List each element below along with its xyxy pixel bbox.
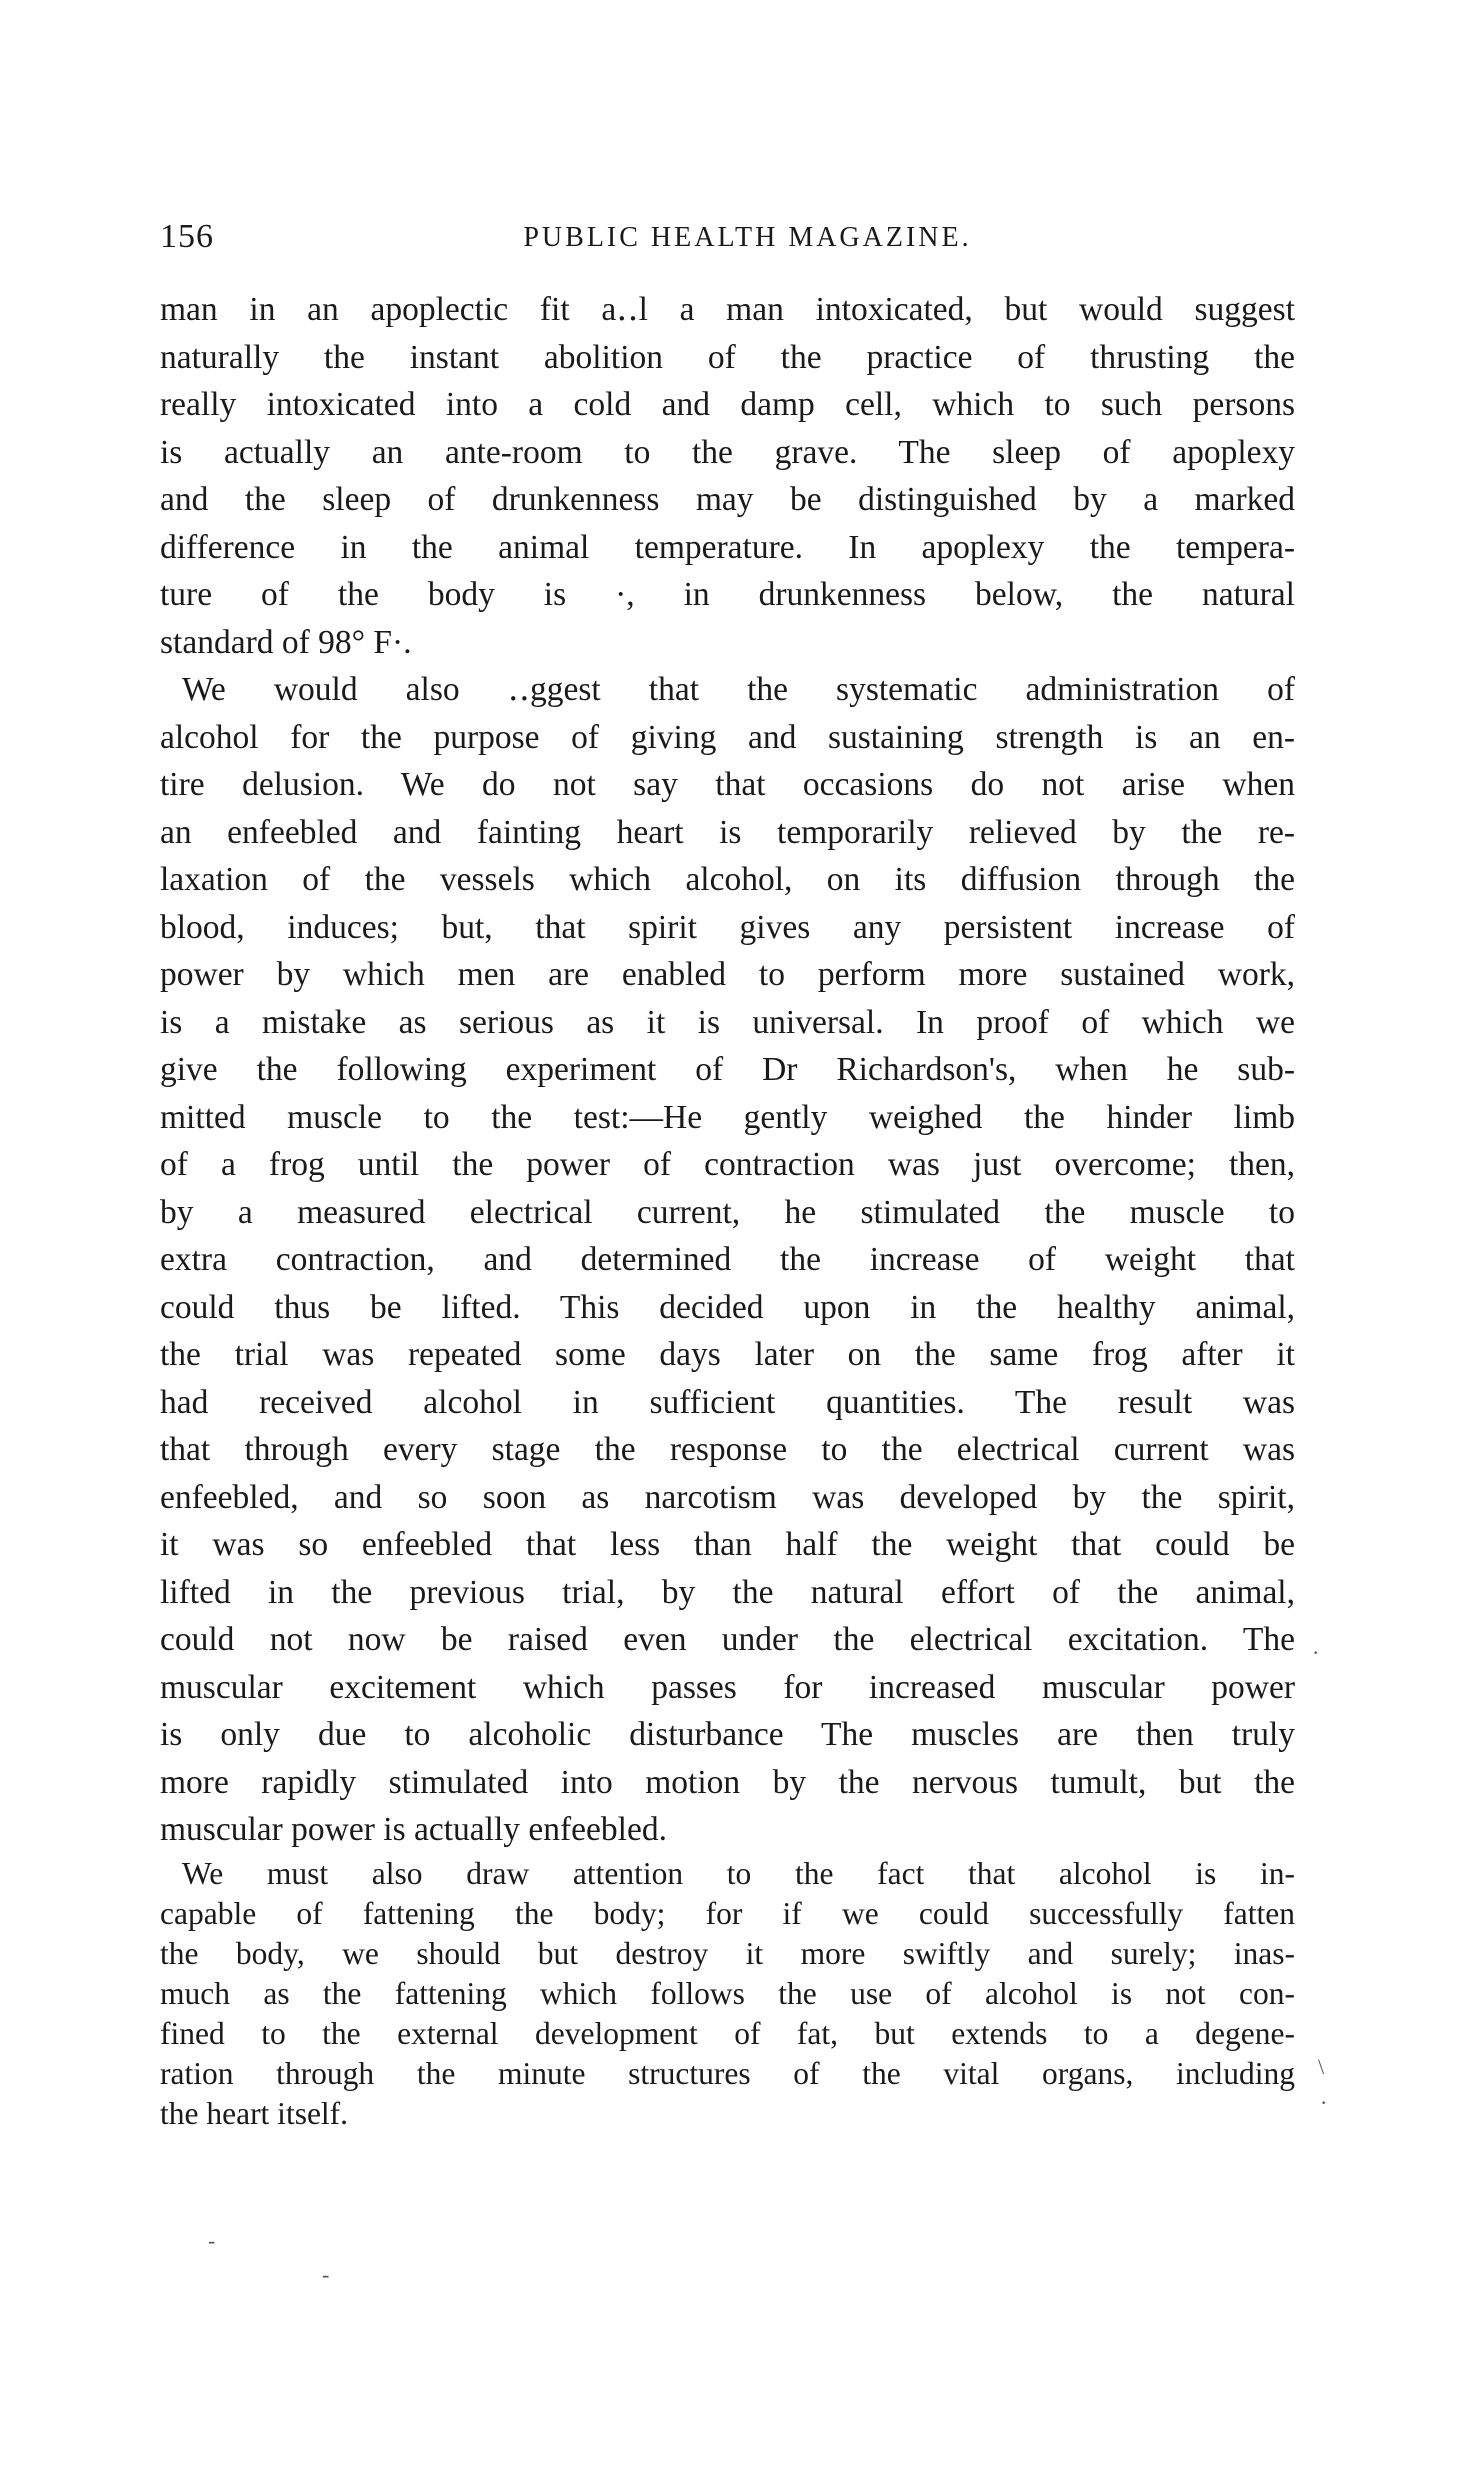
- scan-speck: -: [208, 2228, 216, 2253]
- paragraph: [160, 1854, 1295, 2134]
- text-line: is only due to alcoholic disturbance The muscles are then truly: [160, 1716, 1295, 1753]
- text-line: the body, we should but destroy it more swiftly and surely; inas-: [160, 1935, 1295, 1971]
- scan-speck: \: [1318, 2054, 1325, 2079]
- text-line: ration through the minute structures of the vital organs, including: [160, 2055, 1295, 2091]
- scan-speck: ·: [1312, 1640, 1320, 1665]
- text-line: laxation of the vessels which alcohol, on its diffusion through the: [160, 861, 1295, 898]
- journal-title: PUBLIC HEALTH MAGAZINE.: [523, 222, 972, 253]
- text-line: enfeebled, and so soon as narcotism was developed by the spirit,: [160, 1478, 1295, 1516]
- text-line: is actually an ante-room to the grave. The sleep of apoplexy: [160, 433, 1295, 471]
- text-line: alcohol for the purpose of giving and sustaining strength is an en-: [160, 718, 1295, 756]
- text-line: more rapidly stimulated into motion by the nervous tumult, but the: [160, 1763, 1295, 1801]
- text-line: an enfeebled and fainting heart is temporarily relieved by the re-: [160, 813, 1295, 851]
- text-line: had received alcohol in sufficient quantities. The result was: [160, 1383, 1295, 1421]
- text-line: standard of 98° F·.: [160, 623, 412, 661]
- text-line: ture of the body is ·, in drunkenness below, the natural: [160, 576, 1295, 613]
- text-line: power by which men are enabled to perform more sustained work,: [160, 956, 1295, 993]
- text-line: naturally the instant abolition of the practice of thrusting the: [160, 338, 1295, 376]
- text-line: blood, induces; but, that spirit gives any persistent increase of: [160, 908, 1295, 946]
- text-line: difference in the animal temperature. In apoplexy the tempera-: [160, 528, 1295, 566]
- text-line: mitted muscle to the test:—He gently weighed the hinder limb: [160, 1098, 1295, 1136]
- paragraph: [160, 286, 1295, 666]
- scan-speck: -: [322, 2262, 330, 2287]
- text-line: really intoxicated into a cold and damp cell, which to such persons: [160, 386, 1295, 423]
- text-line: could not now be raised even under the electrical excitation. The: [160, 1621, 1295, 1658]
- text-line: capable of fattening the body; for if we could successfully fatten: [160, 1895, 1295, 1931]
- text-line: extra contraction, and determined the increase of weight that: [160, 1241, 1295, 1278]
- text-line: that through every stage the response to the electrical current was: [160, 1431, 1295, 1468]
- text-line: of a frog until the power of contraction was just overcome; then,: [160, 1146, 1295, 1183]
- page-number: 156: [160, 218, 214, 255]
- text-line: fined to the external development of fat, but extends to a degene-: [160, 2015, 1295, 2051]
- text-line: it was so enfeebled that less than half the weight that could be: [160, 1526, 1295, 1563]
- text-line: give the following experiment of Dr Richardson's, when he sub-: [160, 1051, 1295, 1088]
- article-body: [160, 286, 1295, 2134]
- text-line: lifted in the previous trial, by the natural effort of the animal,: [160, 1573, 1295, 1611]
- text-line: the trial was repeated some days later on the same frog after it: [160, 1336, 1295, 1373]
- text-line: man in an apoplectic fit a‥l a man intoxicated, but would suggest: [160, 291, 1295, 328]
- text-line: muscular power is actually enfeebled.: [160, 1811, 667, 1848]
- text-line: tire delusion. We do not say that occasions do not arise when: [160, 766, 1295, 803]
- text-line: much as the fattening which follows the use of alcohol is not con-: [160, 1975, 1295, 2011]
- text-line: We must also draw attention to the fact that alcohol is in-: [182, 1855, 1295, 1891]
- running-head: [160, 218, 1295, 258]
- text-line: and the sleep of drunkenness may be distinguished by a marked: [160, 481, 1295, 518]
- scan-speck: ·: [1320, 2090, 1328, 2115]
- text-line: the heart itself.: [160, 2095, 349, 2131]
- text-line: We would also ‥ggest that the systematic administration of: [182, 671, 1295, 708]
- text-line: is a mistake as serious as it is universal. In proof of which we: [160, 1003, 1295, 1041]
- text-line: by a measured electrical current, he stimulated the muscle to: [160, 1193, 1295, 1231]
- paragraph: [160, 666, 1295, 1854]
- text-line: muscular excitement which passes for increased muscular power: [160, 1668, 1295, 1706]
- text-line: could thus be lifted. This decided upon in the healthy animal,: [160, 1288, 1295, 1326]
